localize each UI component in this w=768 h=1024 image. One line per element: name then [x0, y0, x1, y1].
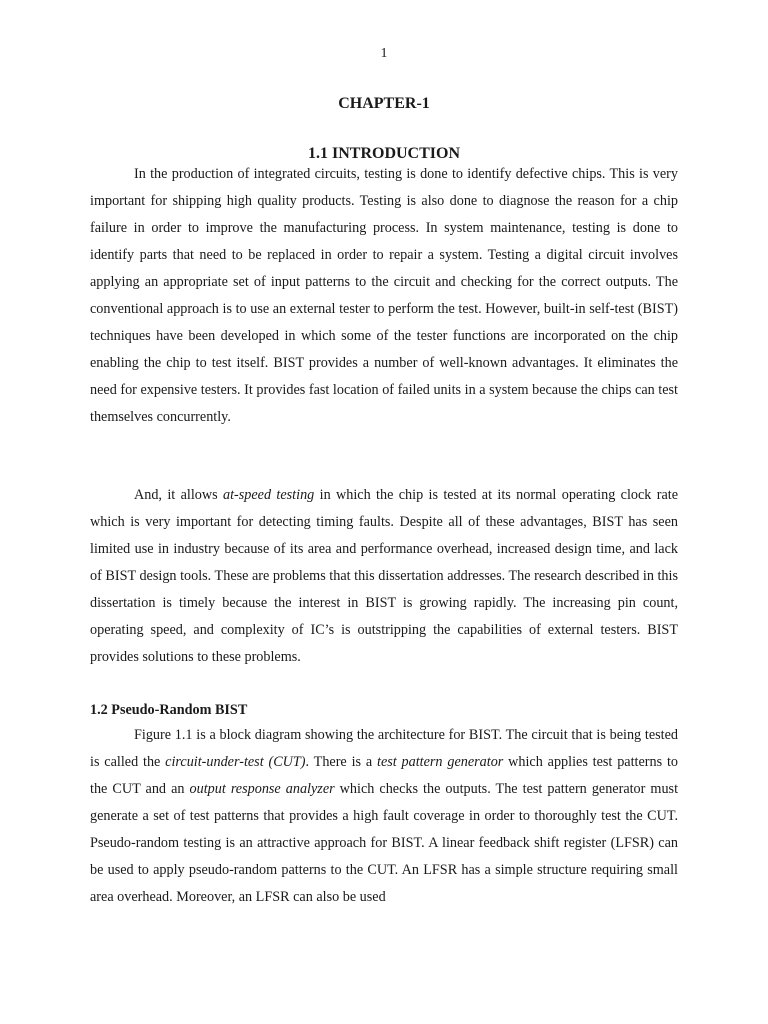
paragraph-3-text-2: . There is a — [305, 754, 377, 770]
emphasis-test-pattern-generator: test pattern generator — [377, 754, 504, 770]
paragraph-3-text-1: Figure 1.1 is a block diagram showing the architecture for BIST. The circuit that is being tested is called the — [90, 727, 678, 770]
paragraph-3-text-3: which applies test patterns to the CUT and an — [90, 754, 678, 797]
paragraph-2-text-start: And, it allows — [134, 487, 223, 503]
emphasis-output-response-analyzer: output response analyzer — [189, 781, 335, 797]
subsection-title: 1.2 Pseudo-Random BIST — [90, 702, 248, 718]
bist-paragraph — [90, 722, 678, 911]
paragraph-2-text-end: in which the chip is tested at its normal operating clock rate which is very important for detecting timing faults. Despite all of these advantages, BIST has seen limited use in industry because of its area and performance overhead, increased design time, and lack of BIST design tools. These are problems that this dissertation addresses. The research described in this dissertation is timely because the interest in BIST is growing rapidly. The increasing pin count, operating speed, and complexity of IC’s is outstripping the capabilities of external testers. BIST provides solutions to these problems. — [90, 487, 679, 665]
chapter-title: CHAPTER-1 — [338, 95, 430, 112]
emphasis-at-speed-testing: at-speed testing — [223, 487, 315, 503]
intro-paragraph-2 — [90, 482, 678, 671]
intro-paragraph-1: In the production of integrated circuits, testing is done to identify defective chips. This is very important for shipping high quality products. Testing is also done to diagnose the reason for a chip failure in order to improve the manufacturing process. In system maintenance, testing is done to identify parts that need to be replaced in order to repair a system. Testing a digital circuit involves applying an appropriate set of input patterns to the circuit and checking for the correct outputs. The conventional approach is to use an external tester to perform the test. However, built-in self-test (BIST) techniques have been developed in which some of the tester functions are incorporated on the chip enabling the chip to test itself. BIST provides a number of well-known advantages. It eliminates the need for expensive testers. It provides fast location of failed units in a system because the chips can test themselves concurrently. — [90, 166, 678, 425]
page-number: 1 — [380, 46, 388, 61]
section-title: 1.1 INTRODUCTION — [307, 145, 460, 162]
emphasis-cut: circuit-under-test (CUT) — [165, 754, 306, 770]
paragraph-3-text-4: which checks the outputs. The test pattern generator must generate a set of test patterns that provides a high fault coverage in order to thoroughly test the CUT. Pseudo-random testing is an attractive approach for BIST. A linear feedback shift register (LFSR) can be used to apply pseudo-random patterns to the CUT. An LFSR has a simple structure requiring small area overhead. Moreover, an LFSR can also be used — [90, 781, 679, 905]
